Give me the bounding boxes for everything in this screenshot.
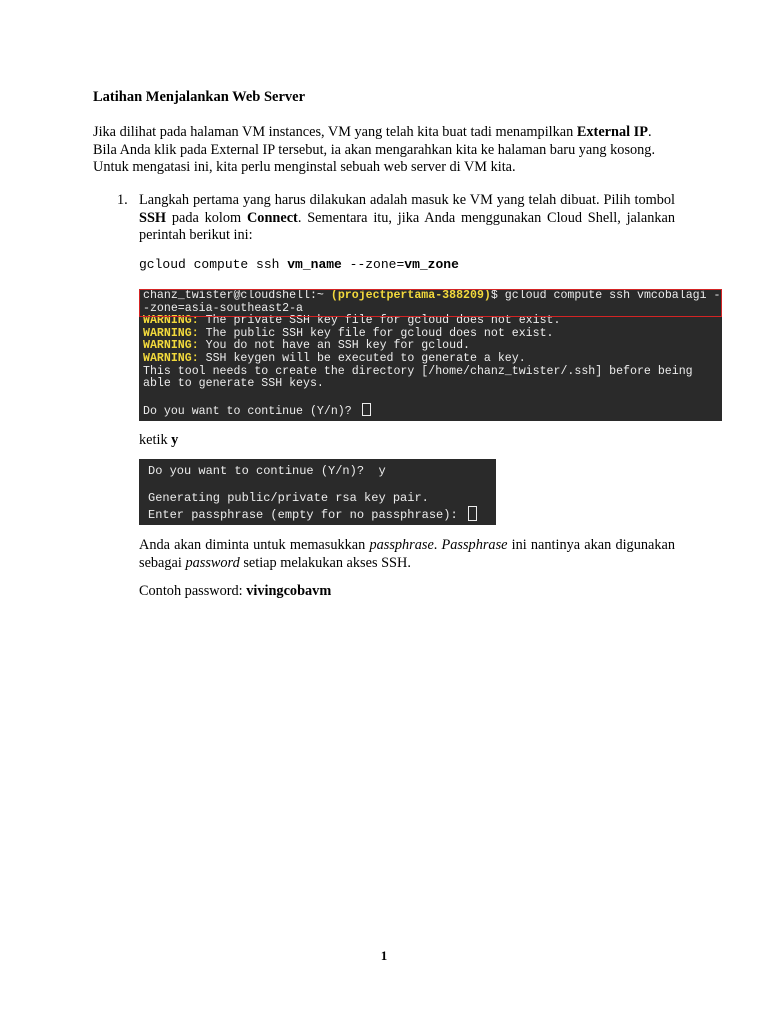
command-middle: --zone= [341, 257, 405, 272]
terminal2-line-1: Do you want to continue (Y/n)? y [148, 464, 386, 478]
para2-text-3: ini nantinya akan digunakan sebagai [139, 537, 675, 571]
para2-text-1: Anda akan diminta untuk memasukkan [139, 537, 370, 553]
terminal-prompt-line-2: -zone=asia-southeast2-a [143, 301, 304, 315]
terminal2-line-3 [148, 506, 487, 523]
intro-paragraph [93, 124, 675, 177]
para2-text-4: setiap melakukan akses SSH. [239, 555, 411, 571]
prompt-command: $ gcloud compute ssh vmcobalagi - [490, 289, 721, 302]
prompt-project: (projectpertama-388209) [330, 289, 491, 302]
step-text-3: . Sementara itu, jika Anda menggunakan Cloud Shell, jalankan perintah berikut ini: [139, 209, 676, 243]
ketik-key: y [171, 432, 179, 448]
terminal-info-line: This tool needs to create the directory [/home/chanz_twister/.ssh] before being [143, 364, 693, 378]
step-text-1: Langkah pertama yang harus dilakukan adalah masuk ke VM yang telah dibuat. Pilih tombol [139, 192, 675, 208]
step-number: 1. [117, 192, 128, 208]
intro-bold-external-ip: External IP [576, 124, 648, 140]
para2-text-2: . [433, 537, 442, 553]
command-arg-vm-zone: vm_zone [404, 257, 459, 272]
warning-label: WARNING: [143, 326, 199, 340]
warning-text: SSH keygen will be executed to generate a key. [198, 351, 526, 365]
para2-italic-2: Passphrase [441, 537, 508, 553]
warning-text: The public SSH key file for gcloud does not exist. [198, 326, 554, 340]
terminal-warning-line [143, 353, 718, 366]
warning-label: WARNING: [143, 339, 199, 353]
warning-label: WARNING: [143, 351, 199, 365]
terminal-info-line: able to generate SSH keys. [143, 377, 324, 391]
cursor-icon [362, 403, 371, 416]
prompt-user: chanz_twister@cloudshell:~ [143, 289, 331, 302]
para2-italic-1: passphrase [369, 537, 434, 553]
warning-text: You do not have an SSH key for gcloud. [198, 339, 471, 353]
terminal-blank-line [143, 391, 718, 404]
terminal-question-line [143, 403, 718, 419]
example-password-label: Contoh password: [139, 583, 247, 599]
ketik-text: ketik [139, 432, 172, 448]
warning-label: WARNING: [143, 314, 199, 328]
step-bold-connect: Connect [246, 209, 298, 226]
step-1-text [139, 192, 675, 245]
step-text-2: pada kolom [166, 209, 247, 226]
terminal2-line-2: Generating public/private rsa key pair. [148, 491, 429, 506]
intro-text-1: Jika dilihat pada halaman VM instances, VM yang telah kita buat tadi menampilkan [93, 124, 577, 140]
gcloud-command [139, 257, 459, 272]
document-heading: Latihan Menjalankan Web Server [93, 89, 306, 105]
ketik-instruction [139, 432, 178, 449]
terminal-blank-line [148, 479, 487, 492]
example-password [139, 583, 331, 600]
cursor-icon [468, 506, 477, 521]
intro-text-2: . Bila Anda klik pada External IP tersebut, ia akan mengarahkan kita ke halaman baru yang kosong. Untuk mengatasi ini, kita perlu menginstal sebuah web server di VM kita. [93, 124, 656, 175]
passphrase-paragraph [139, 536, 675, 572]
page-number: 1 [380, 948, 388, 963]
para2-italic-3: password [185, 555, 240, 571]
warning-text: The private SSH key file for gcloud does not exist. [198, 314, 561, 328]
step-bold-ssh: SSH [139, 209, 167, 226]
highlight-box [139, 289, 722, 317]
command-prefix: gcloud compute ssh [139, 257, 288, 272]
example-password-value: vivingcobavm [246, 583, 332, 599]
terminal-question: Do you want to continue (Y/n)? [143, 405, 359, 419]
command-arg-vm-name: vm_name [287, 257, 342, 272]
terminal2-passphrase-prompt: Enter passphrase (empty for no passphrase): [148, 507, 465, 522]
terminal-screenshot-2 [139, 459, 496, 525]
